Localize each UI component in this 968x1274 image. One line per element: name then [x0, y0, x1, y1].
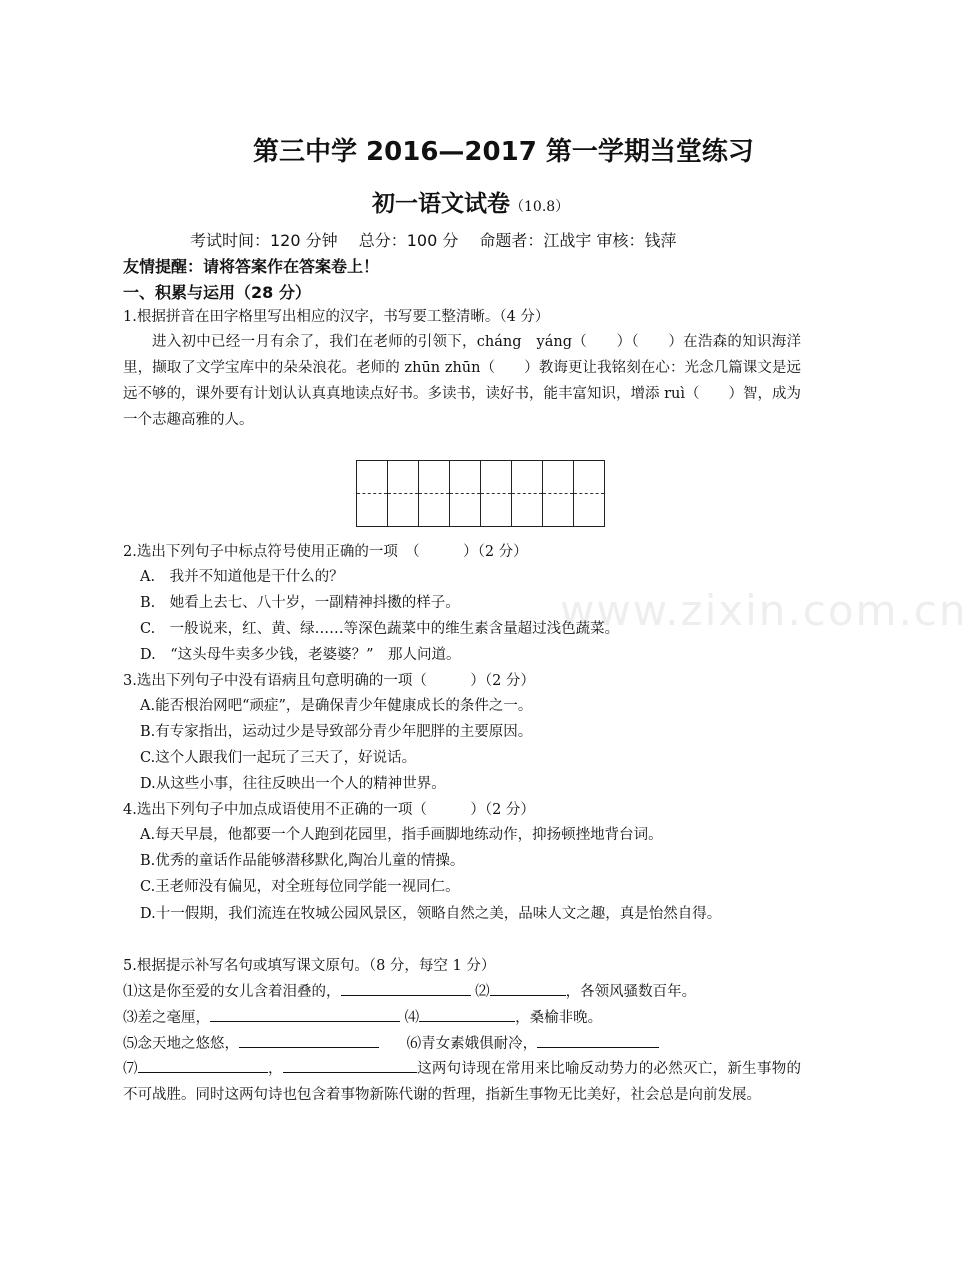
- q2-option-a: A. 我并不知道他是干什么的？: [140, 569, 344, 585]
- q5-item-4-tail: ，桑榆非晚。: [515, 1010, 603, 1026]
- grid-cell[interactable]: [419, 461, 450, 494]
- grid-cell[interactable]: [481, 461, 512, 494]
- answer-blank[interactable]: [210, 1006, 400, 1022]
- q4-option-b: B.优秀的童话作品能够潜移默化,陶冶儿童的情操。: [140, 853, 465, 869]
- q5-item-4-text: ⑷: [404, 1010, 420, 1026]
- answer-blank[interactable]: [239, 1032, 379, 1048]
- q3-option-c: C.这个人跟我们一起玩了三天了，好说话。: [140, 750, 417, 766]
- answer-blank[interactable]: [419, 1006, 515, 1022]
- q3-option-b: B.有专家指出，运动过少是导致部分青少年肥胖的主要原因。: [140, 724, 533, 740]
- grid-cell[interactable]: [574, 494, 605, 527]
- grid-cell[interactable]: [543, 494, 574, 527]
- q4-option-d: D.十一假期，我们流连在牧城公园风景区，领略自然之美，品味人文之趣，真是怡然自得。: [140, 906, 722, 922]
- q2-option-b: B. 她看上去七、八十岁，一副精神抖擞的样子。: [140, 595, 460, 611]
- grid-cell[interactable]: [574, 461, 605, 494]
- q5-item-7: [123, 1056, 801, 1108]
- page-subtitle-line: [372, 185, 569, 218]
- answer-blank[interactable]: [537, 1032, 659, 1048]
- answer-blank[interactable]: [283, 1057, 417, 1073]
- grid-cell[interactable]: [388, 461, 419, 494]
- q5-item-5-text: ⑸念天地之悠悠，: [123, 1036, 239, 1052]
- q1-stem: 1.根据拼音在田字格里写出相应的汉字，书写要工整清晰。（4 分）: [123, 309, 550, 325]
- q4-option-c: C.王老师没有偏见，对全班每位同学能一视同仁。: [140, 879, 460, 895]
- tianzige-grid: [356, 460, 605, 527]
- grid-cell[interactable]: [543, 461, 574, 494]
- grid-cell[interactable]: [512, 494, 543, 527]
- answer-blank[interactable]: [341, 980, 471, 996]
- page-subtitle: 初一语文试卷: [372, 191, 510, 217]
- exam-meta: 考试时间：120 分钟 总分：100 分 命题者：江战宇 审核：钱萍: [190, 231, 677, 250]
- q5-line-2: [123, 1006, 602, 1027]
- grid-cell[interactable]: [450, 494, 481, 527]
- q5-item-7-comma: ，: [267, 1061, 283, 1077]
- q5-item-1-text: ⑴这是你至爱的女儿含着泪叠的，: [123, 984, 341, 1000]
- q4-stem: 4.选出下列句子中加点成语使用不正确的一项（ ）（2 分）: [123, 802, 535, 818]
- subtitle-date: （10.8）: [510, 199, 570, 215]
- q2-option-d: D. “这头母牛卖多少钱，老婆婆？” 那人问道。: [140, 647, 461, 663]
- q5-item-3-text: ⑶差之毫厘，: [123, 1010, 210, 1026]
- q3-option-d: D.从这些小事，往往反映出一个人的精神世界。: [140, 776, 446, 792]
- q4-option-a: A.每天早晨，他都要一个人跑到花园里，指手画脚地练动作，抑扬顿挫地背台词。: [140, 827, 663, 843]
- answer-blank[interactable]: [138, 1057, 268, 1073]
- grid-cell[interactable]: [388, 494, 419, 527]
- reminder: 友情提醒：请将答案作在答案卷上！: [123, 257, 380, 276]
- q5-item-2-text: ⑵: [475, 984, 490, 1000]
- grid-cell[interactable]: [481, 494, 512, 527]
- q5-item-7-text: ⑺: [123, 1061, 138, 1077]
- q5-stem: 5.根据提示补写名句或填写课文原句。（8 分，每空 1 分）: [123, 958, 496, 974]
- q5-line-1: [123, 980, 696, 1001]
- q2-stem: 2.选出下列句子中标点符号使用正确的一项 （ ）（2 分）: [123, 544, 528, 560]
- q3-option-a: A.能否根治网吧“顽症”，是确保青少年健康成长的条件之一。: [140, 698, 533, 714]
- q5-item-6-text: ⑹青女素娥俱耐冷，: [406, 1036, 538, 1052]
- q5-item-7-explanation: 这两句诗现在常用来比喻反动势力的必然灭亡，新生事物的不可战胜。同时这两句诗也包含着事物新陈代谢的哲理，指新生事物无比美好，社会总是向前发展。: [123, 1061, 802, 1103]
- grid-cell[interactable]: [357, 461, 388, 494]
- grid-cell[interactable]: [512, 461, 543, 494]
- answer-blank[interactable]: [490, 980, 566, 996]
- page-title: 第三中学 2016—2017 第一学期当堂练习: [253, 137, 754, 167]
- watermark: www.zixin.com.cn: [560, 586, 968, 635]
- section-title: 一、积累与运用（28 分）: [123, 283, 311, 302]
- q3-stem: 3.选出下列句子中没有语病且句意明确的一项（ ）（2 分）: [123, 673, 535, 689]
- q1-paragraph: 进入初中已经一月有余了，我们在老师的引领下，cháng yáng（ ）（ ）在浩森的知识海洋里，撷取了文学宝库中的朵朵浪花。老师的 zhūn zhūn（ ）教诲更让我铭刻在心：光念几篇课文是远远不够的，课外要有计划认认真真地读点好书。多读书，读好书，能丰富知识，增添 ruì（ ）智，成为一个志趣高雅的人。: [123, 334, 802, 428]
- grid-cell[interactable]: [357, 494, 388, 527]
- q5-item-2-tail: ，各领风骚数百年。: [565, 984, 697, 1000]
- grid-cell[interactable]: [419, 494, 450, 527]
- q2-option-c: C. 一般说来，红、黄、绿……等深色蔬菜中的维生素含量超过浅色蔬菜。: [140, 621, 620, 637]
- grid-cell[interactable]: [450, 461, 481, 494]
- q5-line-3: [123, 1032, 659, 1053]
